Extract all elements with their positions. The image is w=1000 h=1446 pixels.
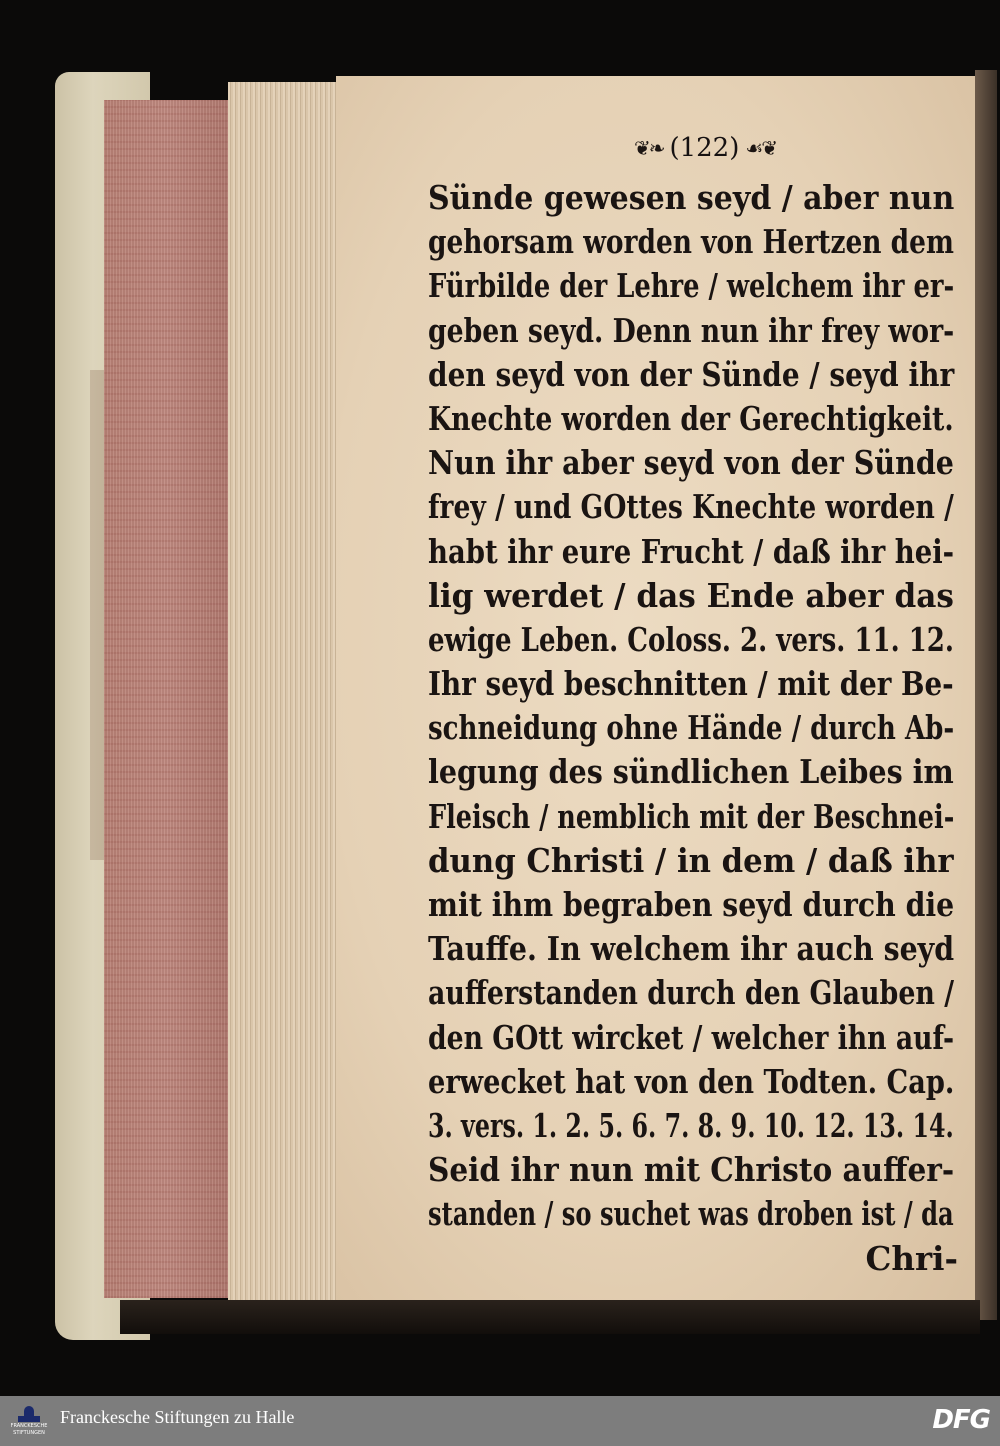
text-line: Fürbilde der Lehre / welchem ihr er- (428, 266, 955, 306)
text-line: den seyd von der Sünde / seyd ihr (428, 354, 955, 394)
logo-caption: FRANCKESCHE (10, 1423, 48, 1429)
cover-bottom-edge (120, 1300, 980, 1334)
text-line: geben seyd. Denn nun ihr frey wor- (428, 310, 955, 350)
text-line: Fleisch / nemblich mit der Beschnei- (428, 796, 955, 836)
text-line: aufferstanden durch den Glauben / (428, 973, 955, 1013)
text-line: Knechte worden der Gerechtigkeit. (428, 398, 954, 438)
text-line: Seid ihr nun mit Christo auffer- (428, 1150, 955, 1190)
text-line: Nun ihr aber seyd von der Sünde (428, 443, 954, 483)
viewer-footer (0, 1396, 1000, 1446)
text-line: Sünde gewesen seyd / aber nun (428, 178, 955, 217)
text-line: schneidung ohne Hände / durch Ab- (428, 708, 955, 748)
tower-shape (24, 1406, 34, 1422)
text-line: 3. vers. 1. 2. 5. 6. 7. 8. 9. 10. 12. 13. 14. (428, 1105, 954, 1145)
text-line: erwecket hat von den Todten. Cap. (428, 1061, 955, 1101)
dfg-logo[interactable]: DFG (932, 1405, 990, 1435)
page-header (585, 128, 825, 168)
catchword: Chri- (865, 1238, 958, 1278)
page-number: (122) (669, 133, 740, 163)
page-stack (228, 82, 340, 1304)
text-line: ewige Leben. Coloss. 2. vers. 11. 12. (428, 619, 954, 659)
franckesche-tower-logo-icon[interactable] (8, 1400, 50, 1442)
binding-edge (975, 70, 997, 1320)
logo-caption: STIFTUNGEN (13, 1430, 45, 1436)
text-line: frey / und GOttes Knechte worden / (428, 487, 954, 527)
text-line: legung des sündlichen Leibes im (428, 752, 954, 792)
text-line: Ihr seyd beschnitten / mit der Be- (428, 664, 954, 704)
page-text (428, 176, 958, 1281)
text-line: den GOtt wircket / welcher ihn auf- (428, 1017, 955, 1057)
red-page-edge (104, 100, 229, 1298)
text-line: mit ihm begraben seyd durch die (428, 885, 955, 924)
text-line: habt ihr eure Frucht / daß ihr hei- (428, 531, 955, 571)
text-line: lig werdet / das Ende aber das (428, 575, 954, 615)
floral-ornament-icon: ❦❧ (633, 136, 664, 160)
text-line: Tauffe. In welchem ihr auch seyd (428, 929, 955, 969)
institution-title[interactable]: Franckesche Stiftungen zu Halle (60, 1407, 295, 1427)
text-line: dung Christi / in dem / daß ihr (428, 840, 954, 880)
text-line: gehorsam worden von Hertzen dem (428, 222, 954, 262)
text-line: standen / so suchet was droben ist / da (428, 1194, 954, 1234)
floral-ornament-icon: ☙❦ (745, 136, 777, 160)
